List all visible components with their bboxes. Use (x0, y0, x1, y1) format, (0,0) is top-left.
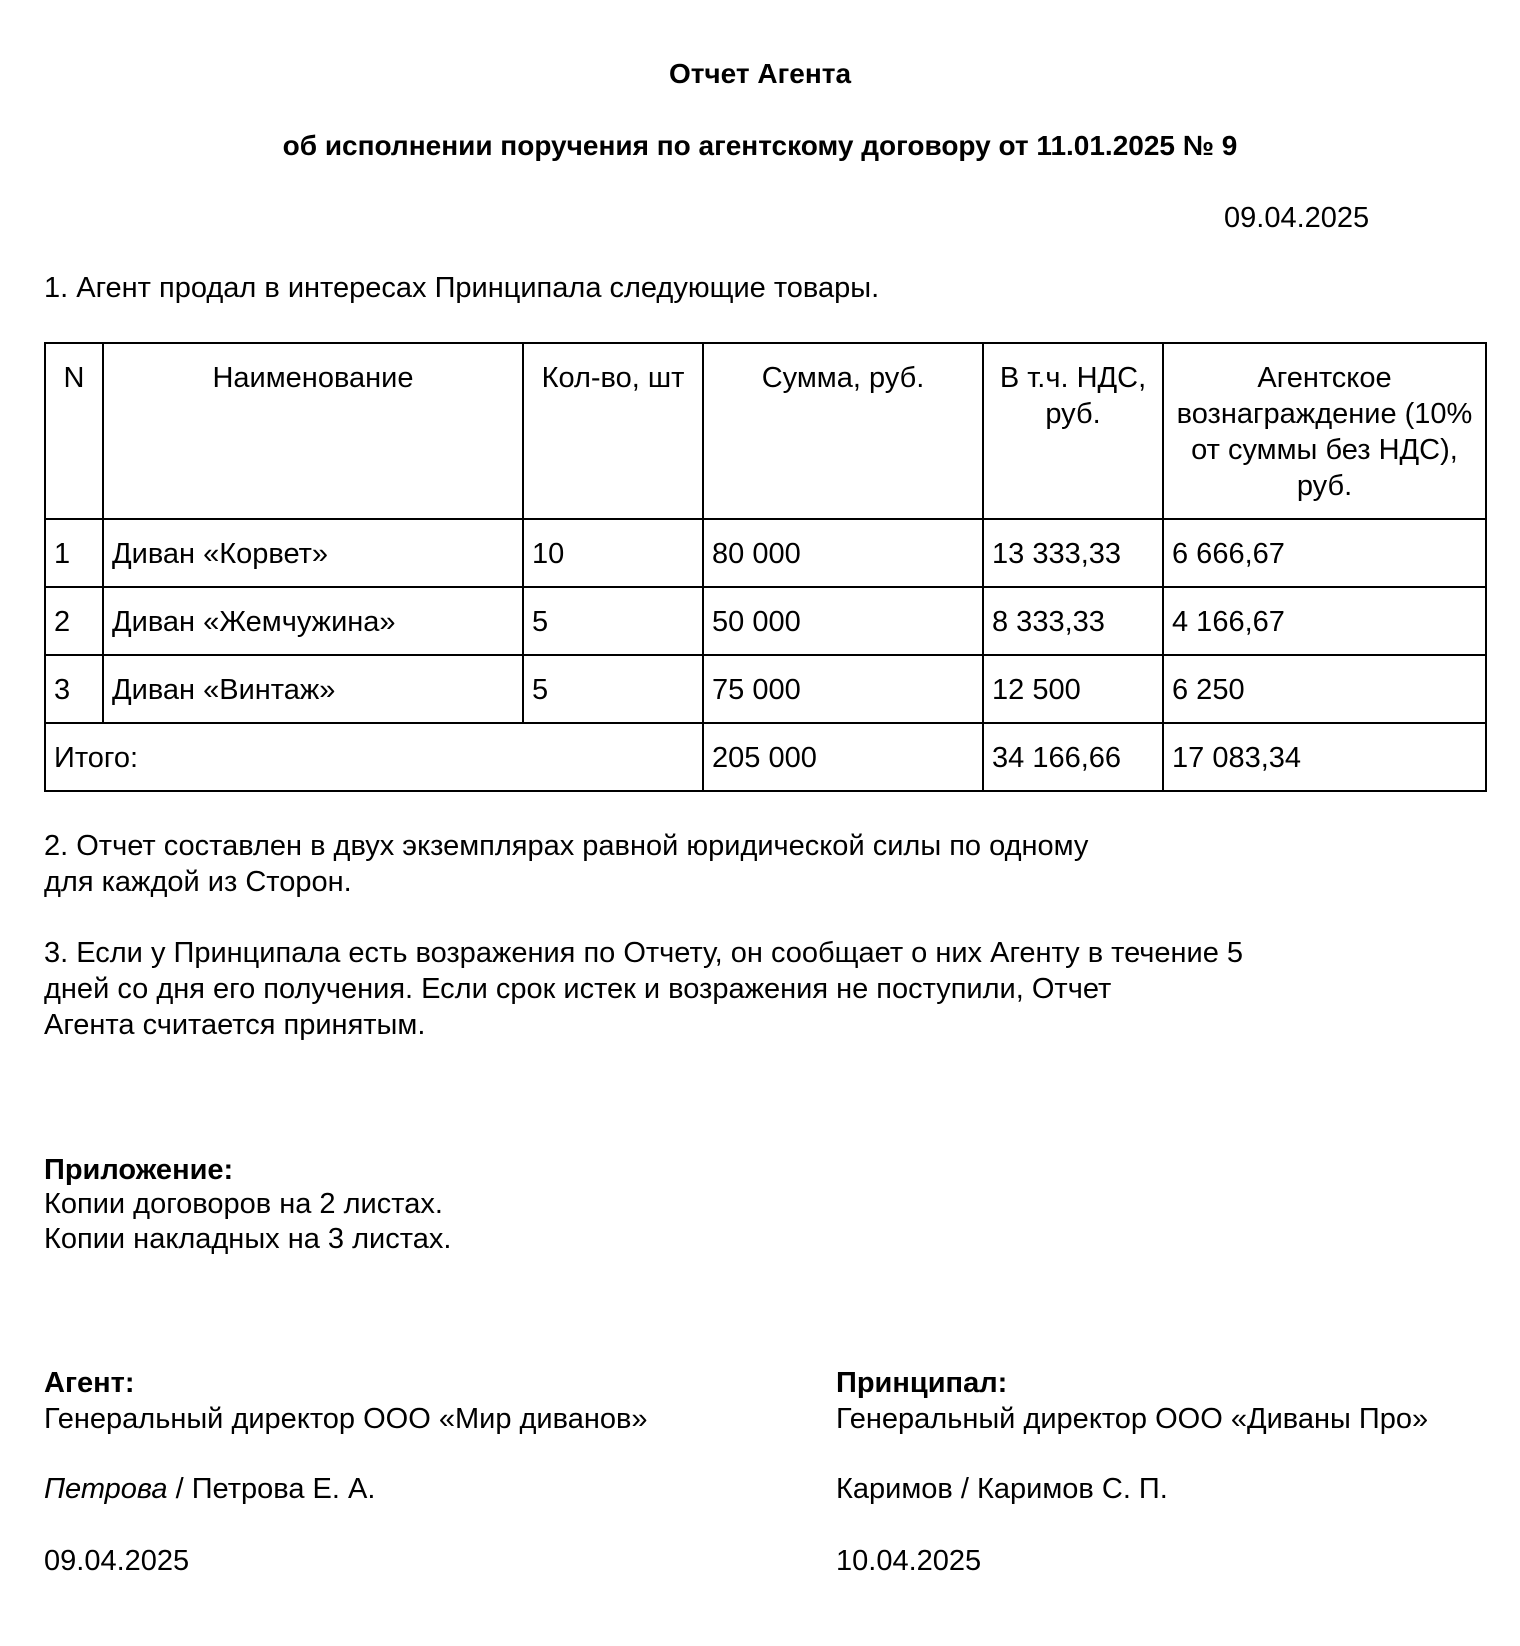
row-agent-fee: 4 166,67 (1163, 587, 1486, 655)
total-label: Итого: (45, 723, 703, 791)
document-date: 09.04.2025 (1224, 202, 1370, 234)
row-name: Диван «Корвет» (103, 519, 523, 587)
principal-signature-block (836, 1365, 1516, 1579)
row-name: Диван «Жемчужина» (103, 587, 523, 655)
paragraph-3 (44, 935, 1464, 1043)
header-quantity: Кол-во, шт (523, 343, 703, 519)
table-header-row (45, 343, 1486, 519)
row-quantity: 5 (523, 655, 703, 723)
row-number: 2 (45, 587, 103, 655)
agent-role: Агент: (44, 1367, 135, 1399)
appendix-item: Копии накладных на 3 листах. (44, 1223, 452, 1255)
row-sum: 50 000 (703, 587, 983, 655)
table-total-row (45, 723, 1486, 791)
row-number: 3 (45, 655, 103, 723)
row-vat: 12 500 (983, 655, 1163, 723)
table-row (45, 519, 1486, 587)
total-agent-fee: 17 083,34 (1163, 723, 1486, 791)
principal-name: / Каримов С. П. (952, 1473, 1168, 1505)
agent-name: / Петрова Е. А. (167, 1473, 376, 1505)
header-number: N (45, 343, 103, 519)
goods-table (44, 342, 1487, 792)
header-vat: В т.ч. НДС, руб. (983, 343, 1163, 519)
agent-position: Генеральный директор ООО «Мир диванов» (44, 1403, 648, 1435)
principal-signature: Каримов (836, 1473, 953, 1505)
row-agent-fee: 6 250 (1163, 655, 1486, 723)
paragraph-2-line: для каждой из Сторон. (44, 866, 352, 898)
principal-signature-line (836, 1471, 1516, 1507)
total-vat: 34 166,66 (983, 723, 1163, 791)
header-sum: Сумма, руб. (703, 343, 983, 519)
document-title: Отчет Агента (668, 58, 852, 89)
agent-signature-line (44, 1471, 804, 1507)
agent-signature: Петрова (44, 1473, 168, 1505)
row-name: Диван «Винтаж» (103, 655, 523, 723)
agent-signature-block (44, 1365, 804, 1579)
principal-role: Принципал: (836, 1367, 1008, 1399)
appendix-item: Копии договоров на 2 листах. (44, 1188, 443, 1220)
row-vat: 13 333,33 (983, 519, 1163, 587)
row-agent-fee: 6 666,67 (1163, 519, 1486, 587)
header-name: Наименование (103, 343, 523, 519)
row-quantity: 5 (523, 587, 703, 655)
agent-sign-date: 09.04.2025 (44, 1545, 190, 1577)
paragraph-3-line: 3. Если у Принципала есть возражения по Отчету, он сообщает о них Агенту в течение 5 (44, 937, 1244, 969)
row-quantity: 10 (523, 519, 703, 587)
paragraph-3-line: дней со дня его получения. Если срок истек и возражения не поступили, Отчет (44, 973, 1112, 1005)
row-sum: 75 000 (703, 655, 983, 723)
appendix-heading: Приложение: (44, 1154, 234, 1186)
header-agent-fee: Агентское вознаграждение (10% от суммы без НДС), руб. (1163, 343, 1486, 519)
paragraph-2 (44, 828, 1464, 900)
paragraph-3-line: Агента считается принятым. (44, 1009, 426, 1041)
table-row (45, 587, 1486, 655)
paragraph-2-line: 2. Отчет составлен в двух экземплярах равной юридической силы по одному (44, 830, 1089, 862)
principal-sign-date: 10.04.2025 (836, 1545, 982, 1577)
total-sum: 205 000 (703, 723, 983, 791)
row-number: 1 (45, 519, 103, 587)
intro-paragraph: 1. Агент продал в интересах Принципала следующие товары. (44, 272, 880, 304)
row-sum: 80 000 (703, 519, 983, 587)
document-subtitle: об исполнении поручения по агентскому договору от 11.01.2025 № 9 (282, 130, 1238, 161)
principal-position: Генеральный директор ООО «Диваны Про» (836, 1403, 1429, 1435)
row-vat: 8 333,33 (983, 587, 1163, 655)
table-row (45, 655, 1486, 723)
